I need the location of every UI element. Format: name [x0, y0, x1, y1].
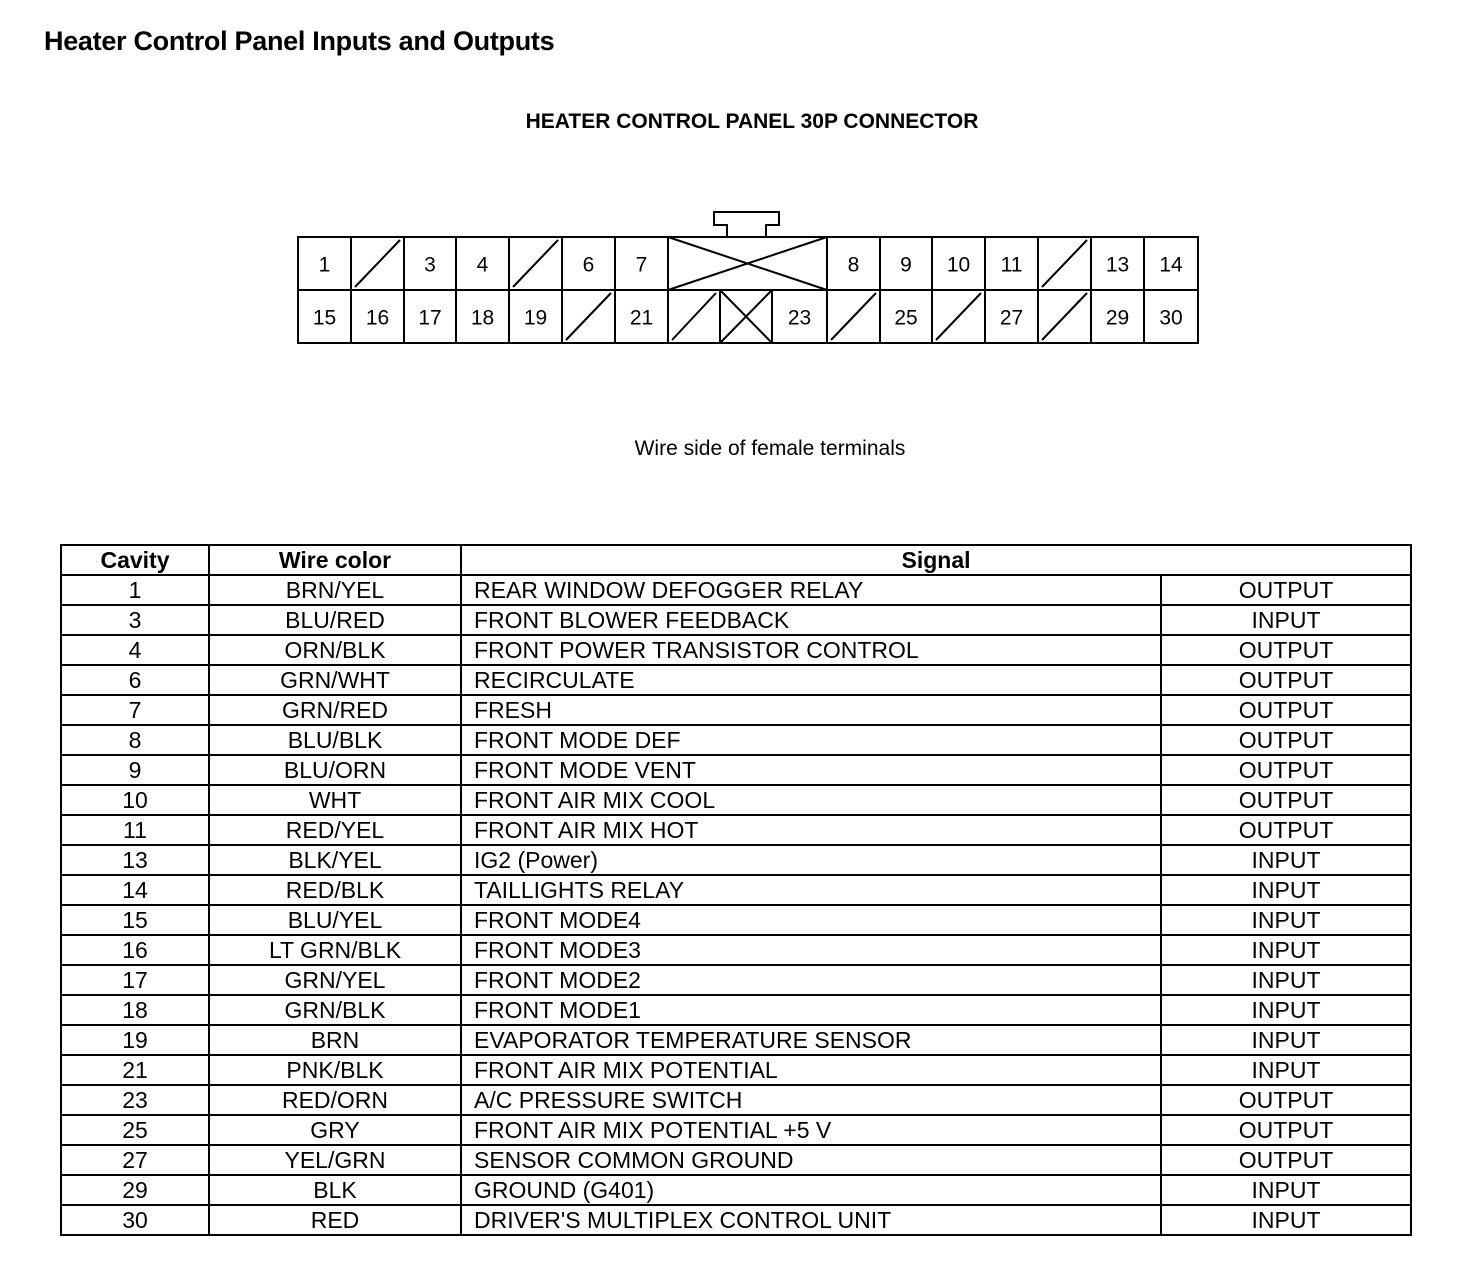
- page-title: Heater Control Panel Inputs and Outputs: [44, 26, 555, 56]
- header-cavity: Cavity: [61, 545, 209, 575]
- table-row: [61, 965, 1411, 995]
- signal-cell: FRONT AIR MIX POTENTIAL: [461, 1055, 1161, 1085]
- direction-cell: OUTPUT: [1161, 725, 1411, 755]
- cavity-number: 1: [318, 253, 331, 277]
- cavity-cell: 6: [61, 665, 209, 695]
- header-signal: Signal: [461, 545, 1411, 575]
- direction-cell: OUTPUT: [1161, 815, 1411, 845]
- direction-cell: OUTPUT: [1161, 665, 1411, 695]
- signal-cell: FRESH: [461, 695, 1161, 725]
- table-row: [61, 1145, 1411, 1175]
- wire-color-cell: BRN: [209, 1025, 461, 1055]
- cavity-number: 3: [424, 253, 436, 277]
- cavity-number: 27: [999, 306, 1024, 330]
- cavity-number: 17: [418, 306, 442, 330]
- table-row: [61, 725, 1411, 755]
- table-row: [61, 575, 1411, 605]
- signal-cell: FRONT MODE2: [461, 965, 1161, 995]
- wire-color-cell: BRN/YEL: [209, 575, 461, 605]
- signal-cell: FRONT MODE3: [461, 935, 1161, 965]
- table-row: [61, 815, 1411, 845]
- cavity-number: 29: [1105, 306, 1130, 330]
- cavity-cell: 3: [61, 605, 209, 635]
- table-row: [61, 1055, 1411, 1085]
- direction-cell: INPUT: [1161, 1025, 1411, 1055]
- table-row: [61, 695, 1411, 725]
- empty-cavity-mark: [672, 293, 716, 340]
- cavity-cell: 14: [61, 875, 209, 905]
- signal-cell: FRONT POWER TRANSISTOR CONTROL: [461, 635, 1161, 665]
- direction-cell: INPUT: [1161, 935, 1411, 965]
- wire-color-cell: RED/ORN: [209, 1085, 461, 1115]
- wire-color-cell: BLU/YEL: [209, 905, 461, 935]
- cavity-number: 30: [1159, 306, 1183, 330]
- empty-cavity-mark: [1042, 293, 1087, 340]
- cavity-number: 11: [1000, 253, 1023, 277]
- cavity-cell: 25: [61, 1115, 209, 1145]
- table-row: [61, 785, 1411, 815]
- signal-cell: FRONT MODE1: [461, 995, 1161, 1025]
- table-row: [61, 755, 1411, 785]
- signal-cell: GROUND (G401): [461, 1175, 1161, 1205]
- connector-diagram: [0, 0, 1472, 420]
- cavity-number: 16: [365, 306, 390, 330]
- signal-cell: FRONT BLOWER FEEDBACK: [461, 605, 1161, 635]
- cavity-cell: 7: [61, 695, 209, 725]
- table-row: [61, 935, 1411, 965]
- cavity-cell: 16: [61, 935, 209, 965]
- cavity-number: 23: [787, 306, 812, 330]
- cavity-cell: 29: [61, 1175, 209, 1205]
- signal-cell: SENSOR COMMON GROUND: [461, 1145, 1161, 1175]
- cavity-cell: 9: [61, 755, 209, 785]
- cavity-number: 21: [629, 306, 654, 330]
- cavity-cell: 13: [61, 845, 209, 875]
- signal-cell: FRONT AIR MIX POTENTIAL +5 V: [461, 1115, 1161, 1145]
- signal-cell: A/C PRESSURE SWITCH: [461, 1085, 1161, 1115]
- wire-color-cell: GRN/RED: [209, 695, 461, 725]
- direction-cell: OUTPUT: [1161, 1115, 1411, 1145]
- wire-color-cell: GRN/WHT: [209, 665, 461, 695]
- wire-color-cell: RED/YEL: [209, 815, 461, 845]
- cavity-cell: 23: [61, 1085, 209, 1115]
- cavity-cell: 8: [61, 725, 209, 755]
- empty-cavity-mark: [355, 240, 400, 287]
- connector-latch: [714, 212, 779, 237]
- direction-cell: OUTPUT: [1161, 635, 1411, 665]
- table-row: [61, 875, 1411, 905]
- direction-cell: INPUT: [1161, 1175, 1411, 1205]
- direction-cell: INPUT: [1161, 875, 1411, 905]
- cavity-number: 25: [894, 306, 918, 330]
- empty-cavity-mark: [1042, 240, 1087, 287]
- signal-cell: REAR WINDOW DEFOGGER RELAY: [461, 575, 1161, 605]
- direction-cell: INPUT: [1161, 965, 1411, 995]
- direction-cell: OUTPUT: [1161, 695, 1411, 725]
- wire-color-cell: GRY: [209, 1115, 461, 1145]
- cavity-number: 14: [1159, 253, 1183, 277]
- direction-cell: OUTPUT: [1161, 785, 1411, 815]
- direction-cell: OUTPUT: [1161, 1085, 1411, 1115]
- cavity-number: 15: [312, 306, 337, 330]
- wire-color-cell: BLK: [209, 1175, 461, 1205]
- signal-cell: FRONT MODE4: [461, 905, 1161, 935]
- signal-cell: FRONT AIR MIX HOT: [461, 815, 1161, 845]
- wire-color-cell: YEL/GRN: [209, 1145, 461, 1175]
- cavity-cell: 17: [61, 965, 209, 995]
- table-row: [61, 665, 1411, 695]
- cavity-cell: 4: [61, 635, 209, 665]
- cavity-cell: 1: [61, 575, 209, 605]
- wire-color-cell: BLU/ORN: [209, 755, 461, 785]
- wire-color-cell: RED: [209, 1205, 461, 1235]
- table-row: [61, 995, 1411, 1025]
- table-row: [61, 1205, 1411, 1235]
- wire-color-cell: RED/BLK: [209, 875, 461, 905]
- signal-cell: EVAPORATOR TEMPERATURE SENSOR: [461, 1025, 1161, 1055]
- cavity-cell: 27: [61, 1145, 209, 1175]
- direction-cell: INPUT: [1161, 905, 1411, 935]
- empty-cavity-mark: [513, 240, 558, 287]
- signal-cell: RECIRCULATE: [461, 665, 1161, 695]
- wire-color-cell: WHT: [209, 785, 461, 815]
- empty-cavity-mark: [831, 293, 876, 340]
- cavity-number: 10: [946, 253, 971, 277]
- wire-color-cell: GRN/BLK: [209, 995, 461, 1025]
- wire-color-cell: GRN/YEL: [209, 965, 461, 995]
- direction-cell: OUTPUT: [1161, 1145, 1411, 1175]
- cavity-number: 7: [635, 253, 648, 277]
- wire-color-cell: BLK/YEL: [209, 845, 461, 875]
- direction-cell: OUTPUT: [1161, 575, 1411, 605]
- signal-cell: FRONT MODE DEF: [461, 725, 1161, 755]
- table-row: [61, 845, 1411, 875]
- wire-color-cell: ORN/BLK: [209, 635, 461, 665]
- cavity-number: 19: [523, 306, 548, 330]
- table-row: [61, 1085, 1411, 1115]
- cavity-cell: 30: [61, 1205, 209, 1235]
- table-header-row: [61, 545, 1411, 575]
- cavity-number: 18: [470, 306, 495, 330]
- empty-cavity-mark: [566, 293, 611, 340]
- header-wire-color: Wire color: [209, 545, 461, 575]
- table-row: [61, 635, 1411, 665]
- table-row: [61, 1115, 1411, 1145]
- cavity-cell: 21: [61, 1055, 209, 1085]
- table-row: [61, 1025, 1411, 1055]
- direction-cell: INPUT: [1161, 1055, 1411, 1085]
- connector-title: HEATER CONTROL PANEL 30P CONNECTOR: [525, 110, 979, 133]
- cavity-cell: 10: [61, 785, 209, 815]
- cavity-number: 8: [847, 253, 860, 277]
- cavity-number: 6: [582, 253, 595, 277]
- direction-cell: INPUT: [1161, 1205, 1411, 1235]
- direction-cell: OUTPUT: [1161, 755, 1411, 785]
- signal-cell: TAILLIGHTS RELAY: [461, 875, 1161, 905]
- wire-color-cell: PNK/BLK: [209, 1055, 461, 1085]
- pinout-table: [60, 544, 1412, 1236]
- cavity-cell: 19: [61, 1025, 209, 1055]
- cavity-cell: 18: [61, 995, 209, 1025]
- cavity-cell: 15: [61, 905, 209, 935]
- wire-color-cell: BLU/RED: [209, 605, 461, 635]
- empty-cavity-mark: [936, 293, 981, 340]
- wire-color-cell: LT GRN/BLK: [209, 935, 461, 965]
- table-row: [61, 605, 1411, 635]
- table-row: [61, 1175, 1411, 1205]
- signal-cell: FRONT MODE VENT: [461, 755, 1161, 785]
- signal-cell: IG2 (Power): [461, 845, 1161, 875]
- cavity-cell: 11: [61, 815, 209, 845]
- cavity-number: 13: [1105, 253, 1130, 277]
- wire-color-cell: BLU/BLK: [209, 725, 461, 755]
- signal-cell: FRONT AIR MIX COOL: [461, 785, 1161, 815]
- direction-cell: INPUT: [1161, 995, 1411, 1025]
- direction-cell: INPUT: [1161, 845, 1411, 875]
- direction-cell: INPUT: [1161, 605, 1411, 635]
- cavity-number: 4: [476, 253, 489, 277]
- table-row: [61, 905, 1411, 935]
- signal-cell: DRIVER'S MULTIPLEX CONTROL UNIT: [461, 1205, 1161, 1235]
- cavity-number: 9: [900, 253, 912, 277]
- connector-caption: Wire side of female terminals: [634, 437, 906, 460]
